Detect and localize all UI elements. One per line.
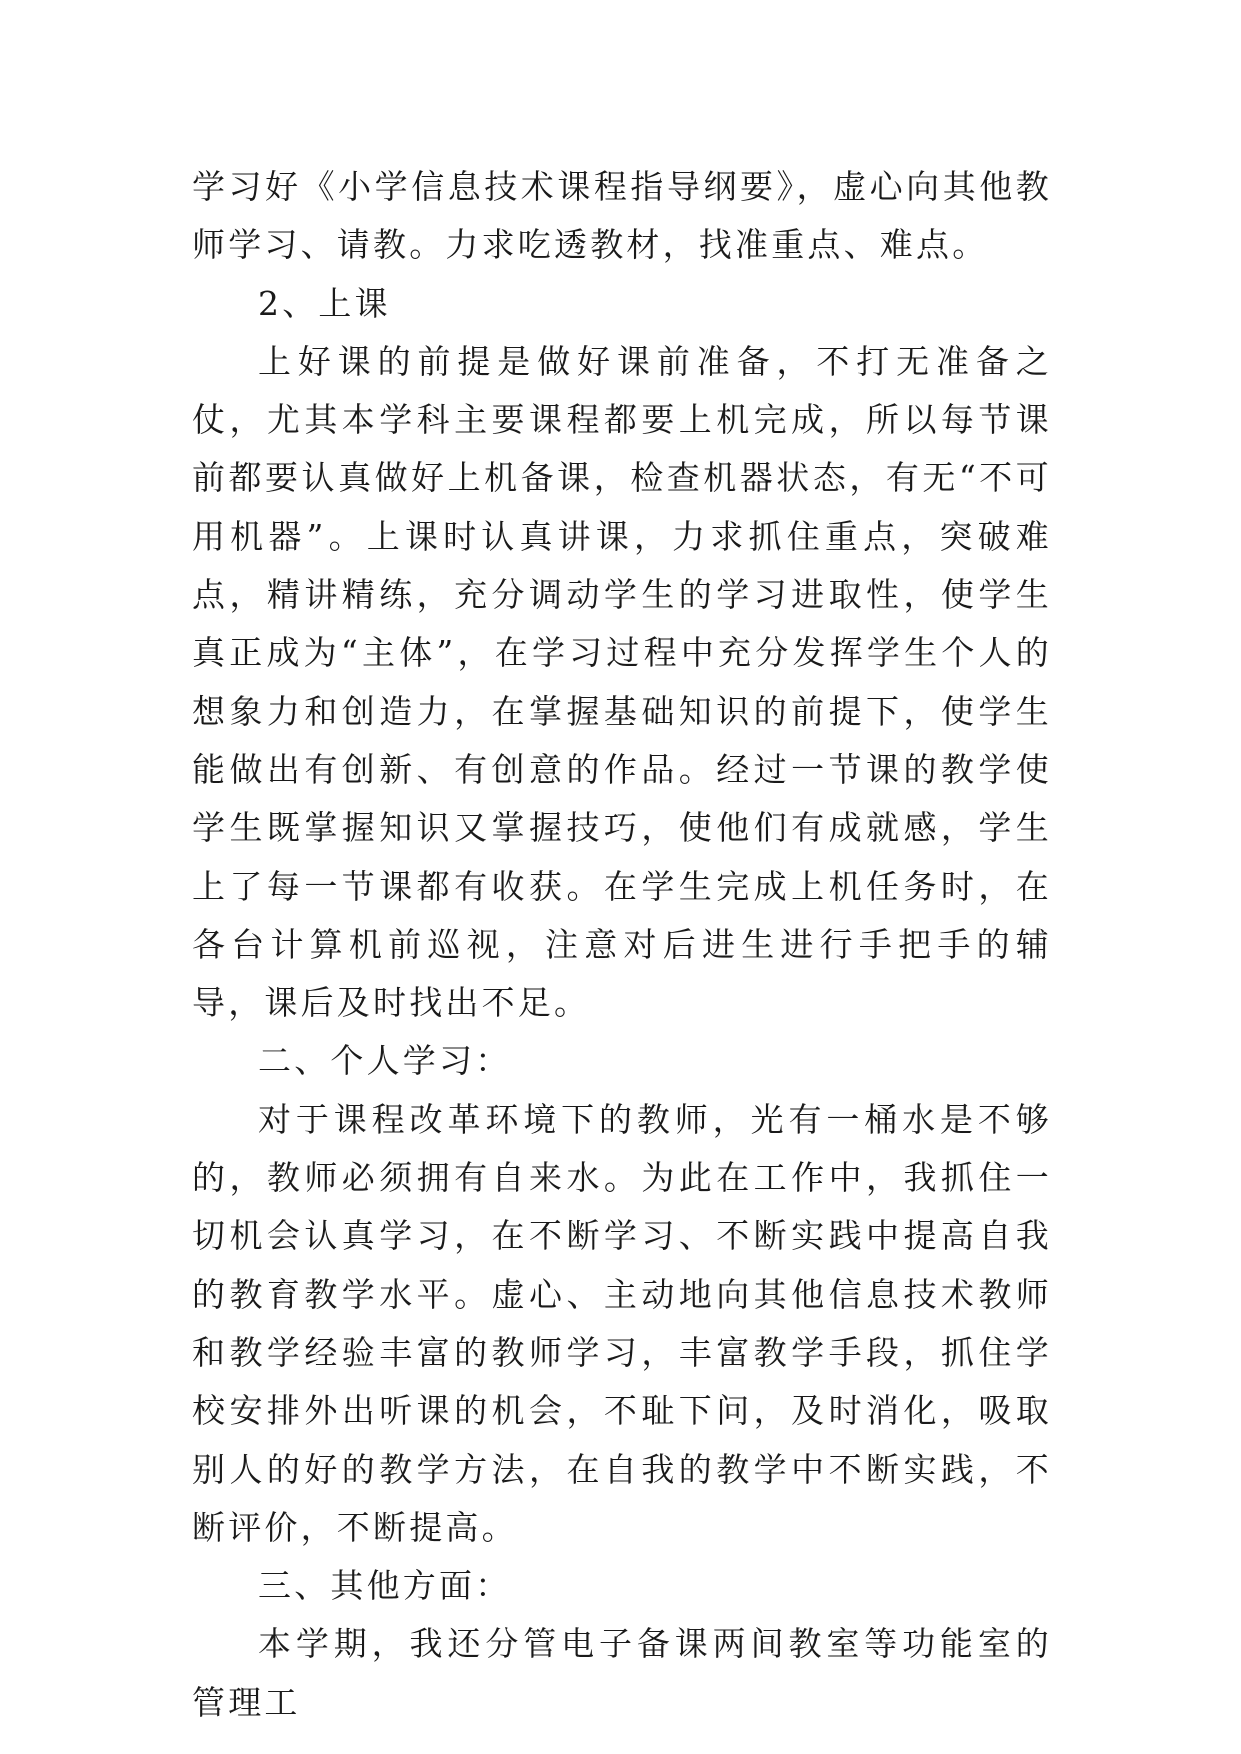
paragraph-class-teaching: 上好课的前提是做好课前准备，不打无准备之仗，尤其本学科主要课程都要上机完成，所以每节课前都要认真做好上机备课，检查机器状态，有无“不可用机器”。上课时认真讲课，力求抓住重点，突破难点，精讲精练，充分调动学生的学习进取性，使学生真正成为“主体”，在学习过程中充分发挥学生个人的想象力和创造力，在掌握基础知识的前提下，使学生能做出有创新、有创意的作品。经过一节课的教学使学生既掌握知识又掌握技巧，使他们有成就感，学生上了每一节课都有收获。在学生完成上机任务时，在各台计算机前巡视，注意对后进生进行手把手的辅导，课后及时找出不足。: [192, 341, 1052, 1023]
document-body: [192, 158, 1052, 1732]
paragraph-other-aspects: 本学期，我还分管电子备课两间教室等功能室的管理工: [192, 1624, 1052, 1722]
heading-other-aspects: 三、其他方面：: [258, 1566, 512, 1606]
heading-personal-study: 二、个人学习：: [258, 1041, 512, 1081]
paragraph-personal-study: 对于课程改革环境下的教师，光有一桶水是不够的，教师必须拥有自来水。为此在工作中，我抓住一切机会认真学习，在不断学习、不断实践中提高自我的教育教学水平。虚心、主动地向其他信息技术教师和教学经验丰富的教师学习，丰富教学手段，抓住学校安排外出听课的机会，不耻下问，及时消化，吸取别人的好的教学方法，在自我的教学中不断实践，不断评价，不断提高。: [192, 1099, 1052, 1547]
paragraph-continued: 学习好《小学信息技术课程指导纲要》，虚心向其他教师学习、请教。力求吃透教材，找准重点、难点。: [192, 167, 1052, 265]
heading-class-teaching: 2、上课: [258, 283, 391, 323]
